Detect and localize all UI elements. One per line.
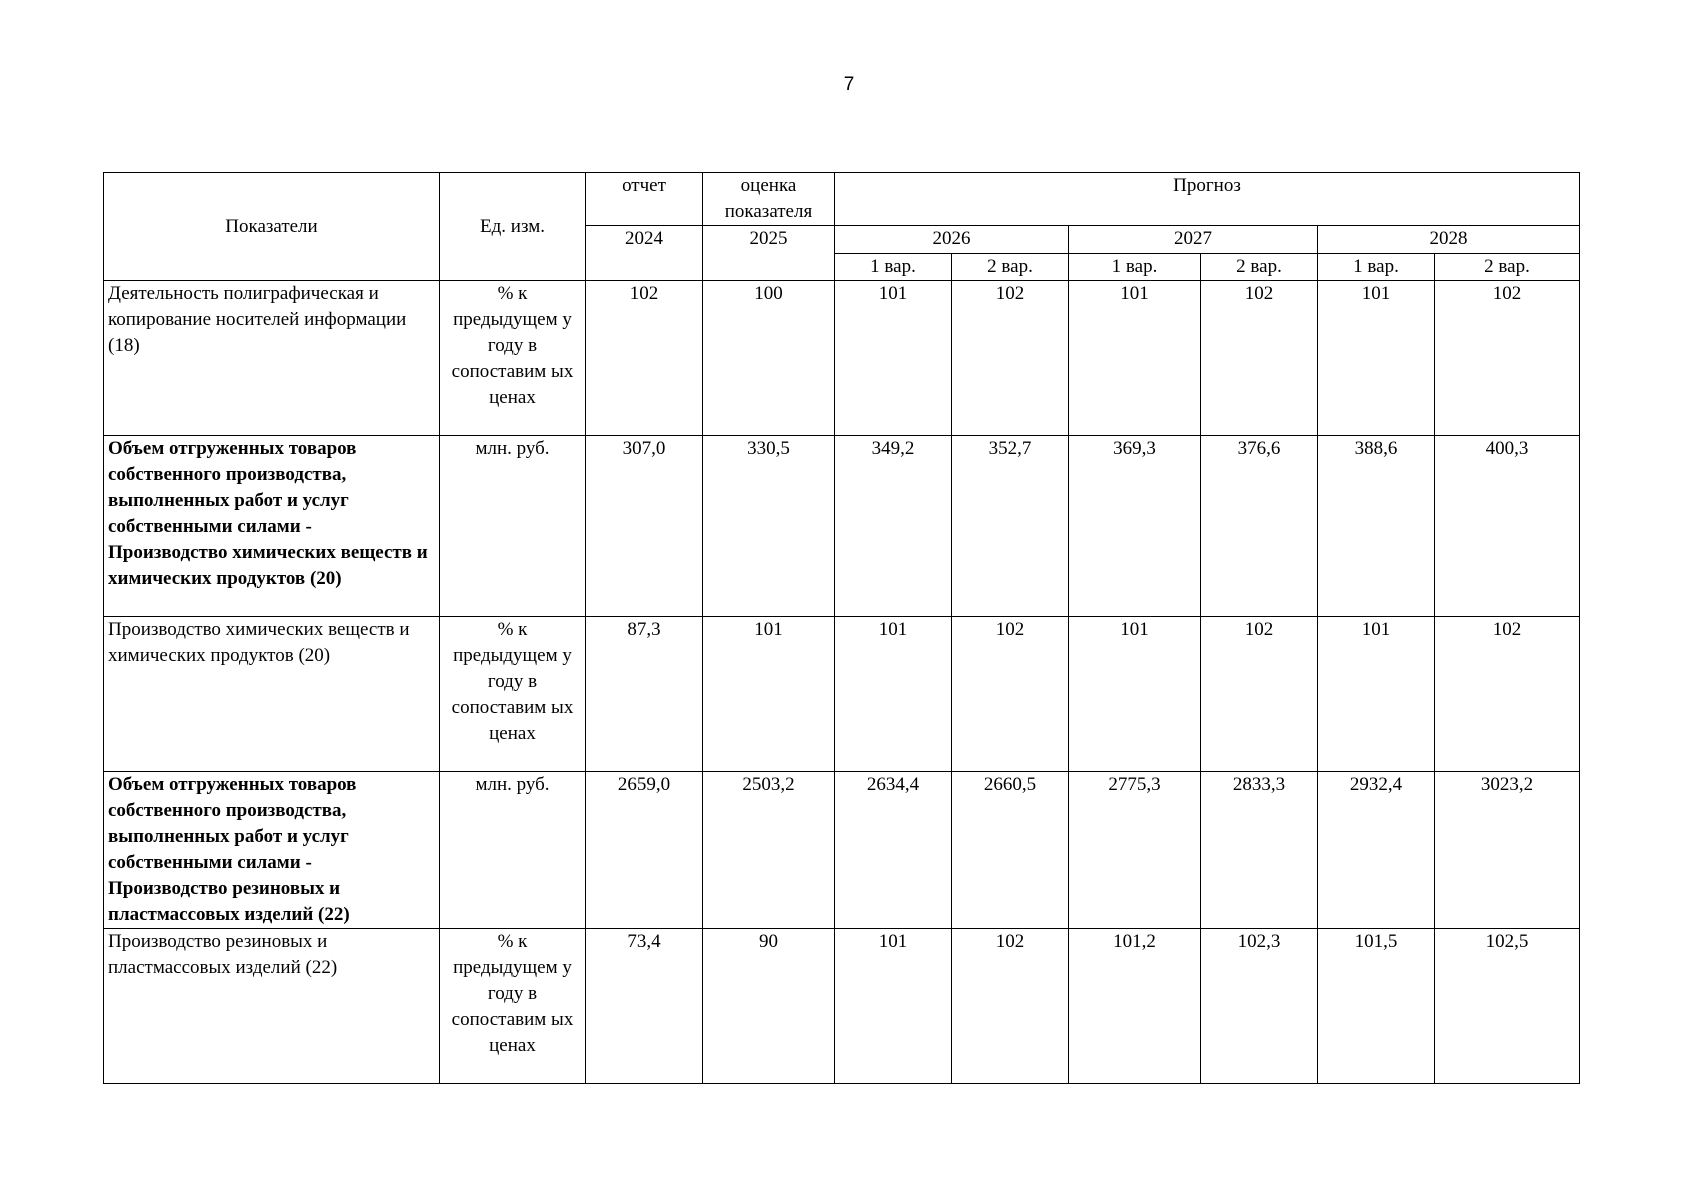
header-variant: 1 вар. <box>1318 254 1435 281</box>
table-cell: 100 <box>703 281 835 436</box>
table-cell: 102 <box>952 281 1069 436</box>
table-cell: 2833,3 <box>1201 772 1318 929</box>
table-cell: 102,5 <box>1435 929 1580 1084</box>
row-unit: % к предыдущем у году в сопоставим ых ценах <box>440 617 586 772</box>
forecast-table <box>103 172 1580 1084</box>
table-cell: 101 <box>1318 617 1435 772</box>
row-unit: % к предыдущем у году в сопоставим ых ценах <box>440 929 586 1084</box>
table-cell: 101,2 <box>1069 929 1201 1084</box>
table-cell: 102 <box>1201 617 1318 772</box>
table-cell: 101,5 <box>1318 929 1435 1084</box>
row-indicator-name: Производство химических веществ и химических продуктов (20) <box>104 617 440 772</box>
header-variant: 2 вар. <box>1201 254 1318 281</box>
table-cell: 102 <box>1435 617 1580 772</box>
row-unit: % к предыдущем у году в сопоставим ых ценах <box>440 281 586 436</box>
row-indicator-name: Объем отгруженных товаров собственного производства, выполненных работ и услуг собственными силами - Производство резиновых и пластмассовых изделий (22) <box>104 772 440 929</box>
table-cell: 101 <box>835 617 952 772</box>
header-indicator: Показатели <box>104 173 440 281</box>
table-cell: 101 <box>703 617 835 772</box>
header-variant: 1 вар. <box>835 254 952 281</box>
table-cell: 101 <box>1069 281 1201 436</box>
table-cell: 2659,0 <box>586 772 703 929</box>
header-year-2027: 2027 <box>1069 226 1318 254</box>
header-unit: Ед. изм. <box>440 173 586 281</box>
row-unit: млн. руб. <box>440 772 586 929</box>
table-row <box>104 281 1580 436</box>
table-cell: 102 <box>1435 281 1580 436</box>
header-variant: 2 вар. <box>1435 254 1580 281</box>
table-cell: 102 <box>952 929 1069 1084</box>
row-indicator-name: Деятельность полиграфическая и копирование носителей информации (18) <box>104 281 440 436</box>
table-cell: 2775,3 <box>1069 772 1201 929</box>
table-cell: 388,6 <box>1318 436 1435 617</box>
table-cell: 3023,2 <box>1435 772 1580 929</box>
table-cell: 87,3 <box>586 617 703 772</box>
header-report: отчет <box>586 173 703 226</box>
table-cell: 376,6 <box>1201 436 1318 617</box>
header-forecast: Прогноз <box>835 173 1580 226</box>
row-indicator-name: Объем отгруженных товаров собственного производства, выполненных работ и услуг собственными силами - Производство химических веществ и химических продуктов (20) <box>104 436 440 617</box>
table-cell: 101 <box>835 929 952 1084</box>
table-cell: 101 <box>1318 281 1435 436</box>
table-row <box>104 772 1580 929</box>
table-cell: 352,7 <box>952 436 1069 617</box>
table-row <box>104 436 1580 617</box>
header-row-1 <box>104 173 1580 226</box>
table-cell: 101 <box>835 281 952 436</box>
table-cell: 102 <box>952 617 1069 772</box>
header-variant: 2 вар. <box>952 254 1069 281</box>
table-cell: 2660,5 <box>952 772 1069 929</box>
header-variant: 1 вар. <box>1069 254 1201 281</box>
table-cell: 73,4 <box>586 929 703 1084</box>
header-year-2025: 2025 <box>703 226 835 281</box>
table-cell: 307,0 <box>586 436 703 617</box>
table-cell: 101 <box>1069 617 1201 772</box>
table-cell: 102,3 <box>1201 929 1318 1084</box>
table-row <box>104 617 1580 772</box>
header-estimate: оценка показателя <box>703 173 835 226</box>
table-cell: 400,3 <box>1435 436 1580 617</box>
table-cell: 2634,4 <box>835 772 952 929</box>
table-row <box>104 929 1580 1084</box>
row-indicator-name: Производство резиновых и пластмассовых изделий (22) <box>104 929 440 1084</box>
table-cell: 90 <box>703 929 835 1084</box>
header-year-2028: 2028 <box>1318 226 1580 254</box>
header-year-2026: 2026 <box>835 226 1069 254</box>
table-cell: 102 <box>1201 281 1318 436</box>
table-cell: 102 <box>586 281 703 436</box>
table-cell: 330,5 <box>703 436 835 617</box>
row-unit: млн. руб. <box>440 436 586 617</box>
table-cell: 2932,4 <box>1318 772 1435 929</box>
table-cell: 369,3 <box>1069 436 1201 617</box>
page-number: 7 <box>843 74 855 95</box>
table-cell: 2503,2 <box>703 772 835 929</box>
table-cell: 349,2 <box>835 436 952 617</box>
header-year-2024: 2024 <box>586 226 703 281</box>
